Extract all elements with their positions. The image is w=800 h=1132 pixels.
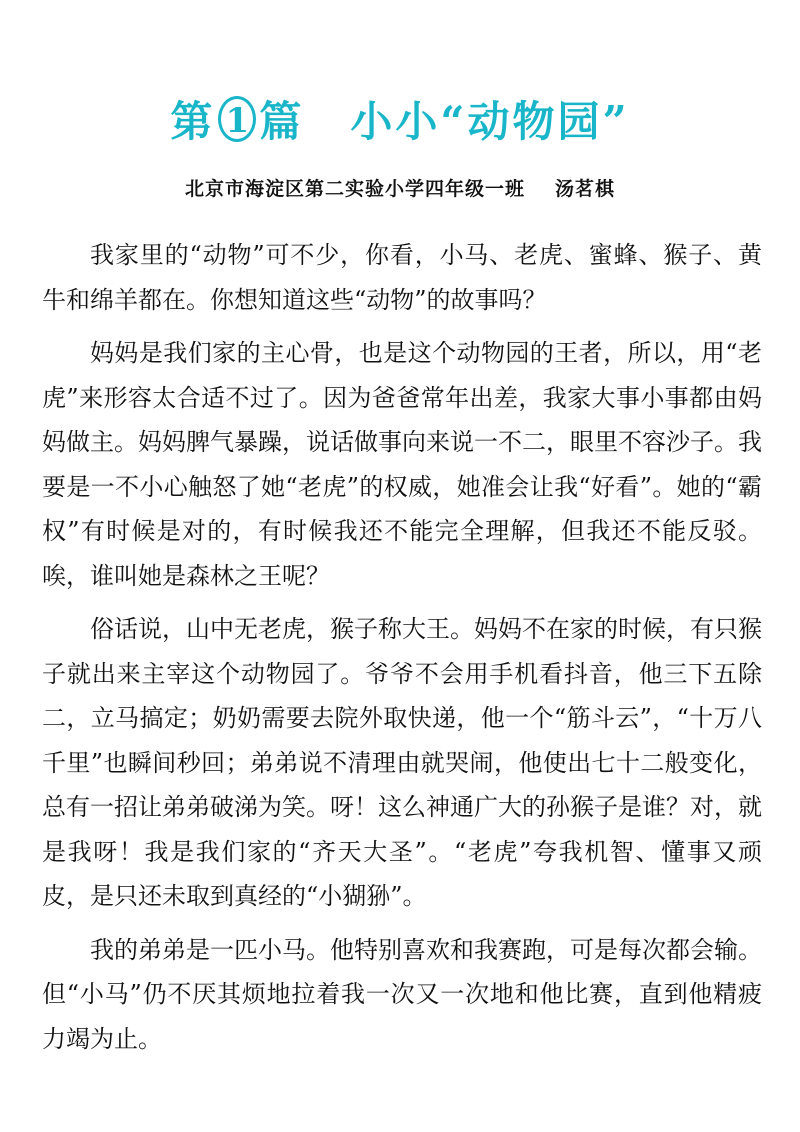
paragraph: 妈妈是我们家的主心骨，也是这个动物园的王者，所以，用“老虎”来形容太合适不过了。因为爸爸常年出差，我家大事小事都由妈妈做主。妈妈脾气暴躁，说话做事向来说一不二，眼里不容沙子。我要是一不小心触怒了她“老虎”的权威，她准会让我“好看”。她的“霸权”有时候是对的，有时候我还不能完全理解，但我还不能反驳。唉，谁叫她是森林之王呢？	[42, 339, 762, 590]
chapter-number: 1	[218, 96, 256, 142]
author-byline	[0, 172, 800, 206]
chapter-suffix: 篇	[259, 97, 305, 146]
author-name: 汤茗棋	[555, 178, 616, 200]
paragraph: 我的弟弟是一匹小马。他特别喜欢和我赛跑，可是每次都会输。但“小马”仍不厌其烦地拉着我一次又一次地和他比赛，直到他精疲力竭为止。	[42, 935, 762, 1053]
chapter-main-title: 小小“动物园”	[350, 97, 630, 146]
paragraph: 我家里的“动物”可不少，你看，小马、老虎、蜜蜂、猴子、黄牛和绵羊都在。你想知道这些“动物”的故事吗？	[42, 241, 762, 314]
chapter-prefix: 第	[170, 97, 216, 146]
chapter-number-circle	[215, 92, 259, 152]
chapter-title	[0, 92, 800, 152]
article-body	[42, 233, 762, 1070]
school-name: 北京市海淀区第二实验小学四年级一班	[184, 178, 525, 200]
paragraph: 俗话说，山中无老虎，猴子称大王。妈妈不在家的时候，有只猴子就出来主宰这个动物园了。爷爷不会用手机看抖音，他三下五除二，立马搞定；奶奶需要去院外取快递，他一个“筋斗云”，“十万八千里”也瞬间秒回；弟弟说不清理由就哭闹，他使出七十二般变化，总有一招让弟弟破涕为笑。呀！这么神通广大的孙猴子是谁？对，就是我呀！我是我们家的“齐天大圣”。“老虎”夸我机智、懂事又顽皮，是只还未取到真经的“小猢狲”。	[42, 615, 762, 910]
